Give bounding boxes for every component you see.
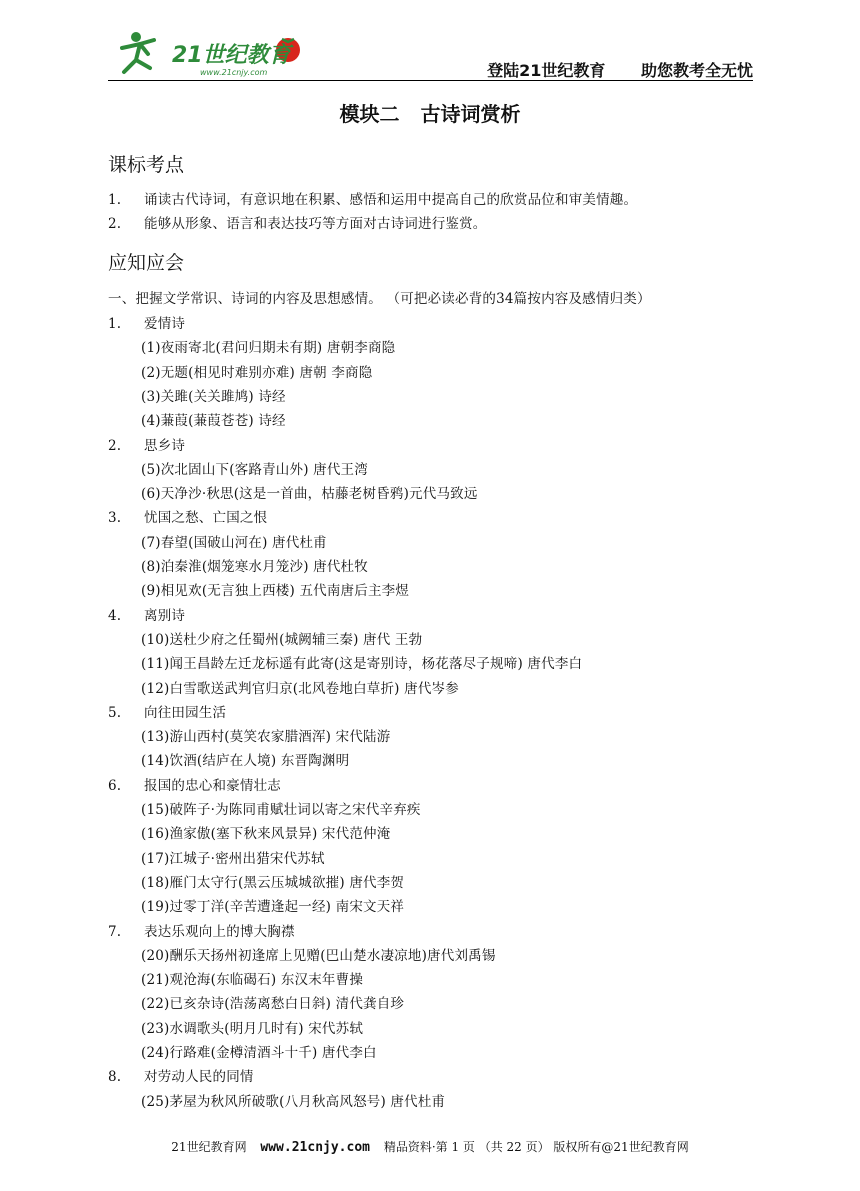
- poem-entry: [141, 531, 327, 551]
- poem-entry: [141, 628, 422, 648]
- category-heading: [108, 506, 267, 526]
- poem-entry: [141, 1041, 377, 1061]
- poem-text: (11)闻王昌龄左迁龙标遥有此寄(这是寄别诗，杨花落尽子规啼) 唐代李白: [141, 656, 583, 673]
- poem-text: (9)相见欢(无言独上西楼) 五代南唐后主李煜: [141, 583, 410, 600]
- poem-text: (13)游山西村(莫笑农家腊酒浑) 宋代陆游: [141, 729, 391, 746]
- poem-entry: [141, 725, 390, 745]
- poem-entry: [141, 992, 404, 1012]
- poem-entry: [141, 579, 409, 599]
- standard-item: [108, 188, 637, 208]
- page-header: [108, 28, 753, 82]
- poem-entry: [141, 944, 496, 964]
- poem-text: (18)雁门太守行(黑云压城城欲摧) 唐代李贺: [141, 874, 405, 891]
- standard-item: [108, 212, 487, 232]
- poem-entry: [141, 749, 349, 769]
- category-heading: [108, 604, 185, 624]
- category-number: 6.: [108, 777, 122, 794]
- item-text: 诵读古代诗词，有意识地在积累、感悟和运用中提高自己的欣赏品位和审美情趣。: [144, 192, 638, 208]
- page-title: [0, 98, 860, 127]
- category-number: 3.: [108, 510, 122, 527]
- category-heading: [108, 312, 185, 332]
- category-heading: [108, 774, 281, 794]
- svg-text:www.21cnjy.com: www.21cnjy.com: [200, 68, 268, 77]
- category-heading: [108, 920, 295, 940]
- category-number: 1.: [108, 316, 122, 332]
- category-number: 2.: [108, 437, 122, 454]
- poem-text: (12)白雪歌送武判官归京(北风卷地白草折) 唐代岑参: [141, 680, 459, 697]
- poem-entry: [141, 895, 404, 915]
- poem-entry: [141, 798, 421, 818]
- poem-text: (2)无题(相见时难别亦难) 唐朝 李商隐: [141, 364, 373, 381]
- poem-entry: [141, 336, 395, 356]
- poem-entry: [141, 385, 286, 405]
- poem-text: (1)夜雨寄北(君问归期未有期) 唐朝李商隐: [141, 340, 396, 357]
- poem-entry: [141, 458, 368, 478]
- category-label: 表达乐观向上的博大胸襟: [144, 923, 295, 940]
- poem-entry: [141, 555, 368, 575]
- poem-entry: [141, 677, 459, 697]
- section-heading-yingzhi: 应知应会: [108, 252, 185, 274]
- poem-text: (17)江城子·密州出猎宋代苏轼: [141, 850, 325, 867]
- category-label: 向往田园生活: [144, 704, 227, 721]
- poem-text: (4)蒹葭(蒹葭苍苍) 诗经: [141, 413, 286, 430]
- poem-entry: [141, 361, 372, 381]
- poem-entry: [141, 968, 363, 988]
- poem-entry: [141, 482, 478, 502]
- title-module: 模块二: [339, 102, 400, 126]
- poem-text: (14)饮酒(结庐在人境) 东晋陶渊明: [141, 753, 350, 770]
- category-label: 报国的忠心和豪情壮志: [144, 777, 281, 794]
- category-label: 对劳动人民的同情: [144, 1069, 254, 1086]
- poem-entry: [141, 871, 404, 891]
- poem-entry: [141, 1017, 363, 1037]
- poem-text: (3)关雎(关关雎鸠) 诗经: [141, 388, 286, 405]
- poem-text: (8)泊秦淮(烟笼寒水月笼沙) 唐代杜牧: [141, 559, 368, 575]
- category-number: 8.: [108, 1069, 122, 1086]
- category-label: 离别诗: [144, 607, 186, 624]
- item-number: 1.: [108, 192, 122, 208]
- section-heading-kebiao: 课标考点: [108, 154, 185, 176]
- header-divider: [108, 80, 753, 81]
- slogan-right: 助您教考全无忧: [640, 61, 753, 80]
- poem-text: (15)破阵子·为陈同甫赋壮词以寄之宋代辛弃疾: [141, 802, 421, 818]
- header-slogan: [487, 58, 753, 81]
- poem-text: (6)天净沙·秋思(这是一首曲，枯藤老树昏鸦)元代马致远: [141, 486, 478, 503]
- poem-entry: [141, 847, 325, 867]
- title-topic: 古诗词赏析: [420, 102, 521, 126]
- poem-text: (24)行路难(金樽清酒斗十千) 唐代李白: [141, 1045, 377, 1061]
- section-intro: 一、把握文学常识、诗词的内容及思想感情。 （可把必读必背的34篇按内容及感情归类）: [108, 291, 651, 307]
- poem-entry: [141, 1090, 445, 1110]
- item-number: 2.: [108, 216, 122, 232]
- category-number: 4.: [108, 607, 122, 624]
- poem-entry: [141, 652, 582, 672]
- category-heading: [108, 701, 226, 721]
- category-heading: [108, 434, 185, 454]
- poem-text: (10)送杜少府之任蜀州(城阙辅三秦) 唐代 王勃: [141, 631, 423, 648]
- category-label: 爱情诗: [144, 316, 186, 332]
- page-footer: [0, 1138, 860, 1155]
- poem-text: (22)已亥杂诗(浩荡离愁白日斜) 清代龚自珍: [141, 996, 405, 1013]
- site-logo: [110, 28, 310, 80]
- item-text: 能够从形象、语言和表达技巧等方面对古诗词进行鉴赏。: [144, 216, 487, 232]
- footer-url: www.21cnjy.com: [260, 1140, 370, 1155]
- poem-entry: [141, 822, 390, 842]
- poem-text: (19)过零丁洋(辛苦遭逢起一经) 南宋文天祥: [141, 899, 405, 916]
- slogan-left: 登陆21世纪教育: [487, 61, 606, 80]
- category-label: 思乡诗: [144, 437, 186, 454]
- poem-text: (21)观沧海(东临碣石) 东汉末年曹操: [141, 972, 364, 989]
- category-label: 忧国之愁、亡国之恨: [144, 510, 268, 527]
- svg-text:21世纪教育: 21世纪教育: [172, 43, 291, 68]
- category-number: 5.: [108, 704, 122, 721]
- poem-text: (16)渔家傲(塞下秋来风景异) 宋代范仲淹: [141, 826, 391, 843]
- poem-text: (5)次北固山下(客路青山外) 唐代王湾: [141, 461, 368, 478]
- poem-entry: [141, 409, 286, 429]
- category-number: 7.: [108, 923, 122, 940]
- poem-text: (20)酬乐天扬州初逢席上见赠(巴山楚水凄凉地)唐代刘禹锡: [141, 947, 496, 964]
- category-heading: [108, 1065, 254, 1085]
- poem-text: (25)茅屋为秋风所破歌(八月秋高风怒号) 唐代杜甫: [141, 1093, 446, 1110]
- footer-right: 精品资料·第 1 页 （共 22 页） 版权所有@21世纪教育网: [383, 1140, 689, 1154]
- poem-text: (7)春望(国破山河在) 唐代杜甫: [141, 534, 327, 551]
- footer-left: 21世纪教育网: [171, 1140, 247, 1154]
- poem-text: (23)水调歌头(明月几时有) 宋代苏轼: [141, 1020, 364, 1037]
